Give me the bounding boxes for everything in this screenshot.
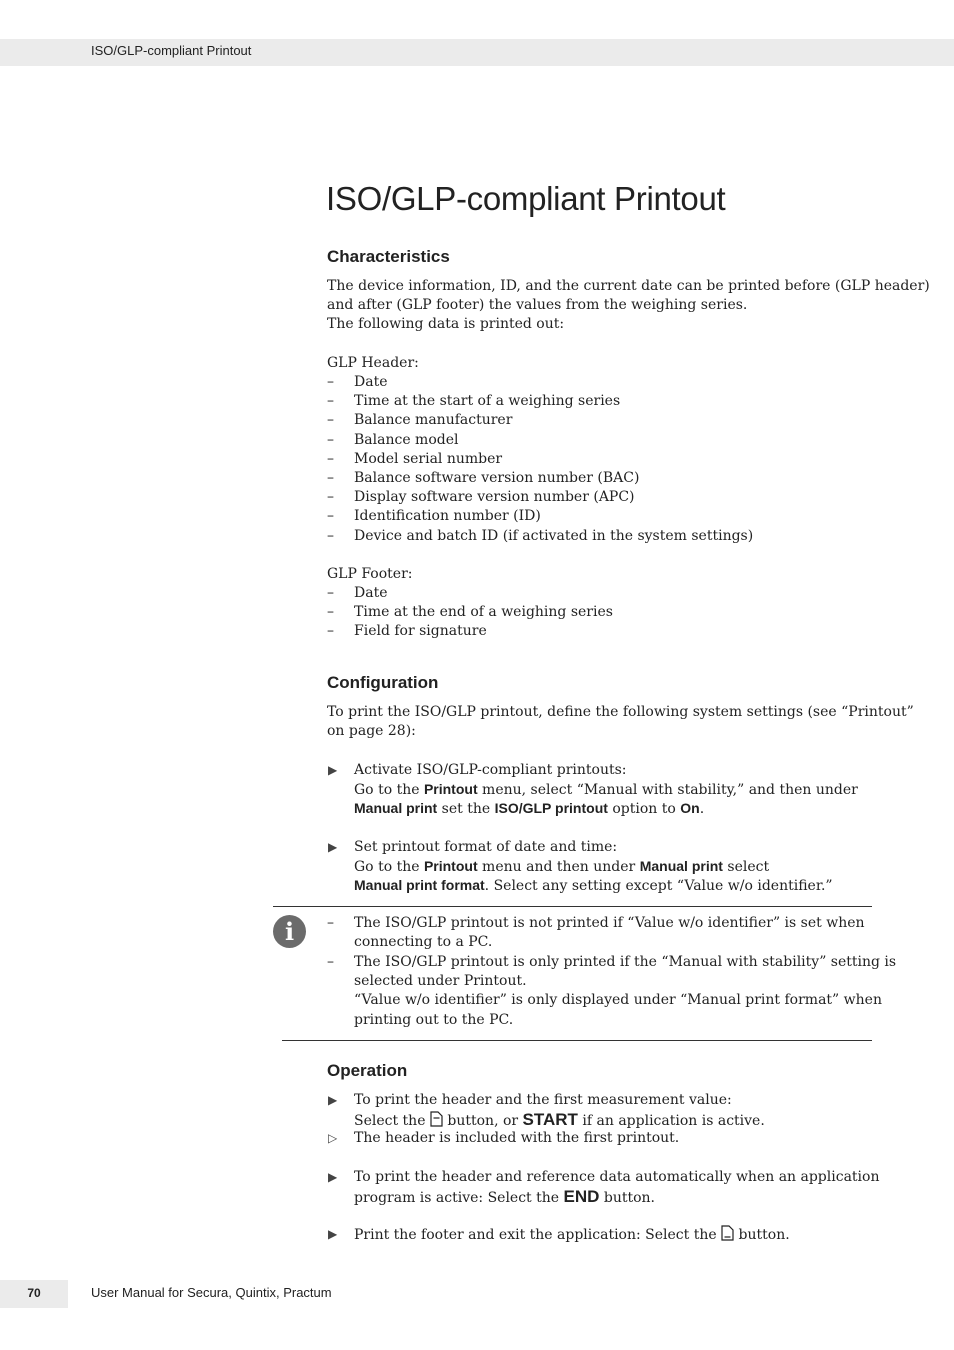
glp-header-list-item: Device and batch ID (if activated in the system settings) — [354, 527, 754, 544]
glp-header-list-item: Display software version number (APC) — [354, 489, 635, 506]
characteristics-heading: Characteristics — [327, 247, 450, 266]
config-step1-line1: Activate ISO/GLP-compliant printouts: — [354, 762, 627, 778]
note-item2-line1: The ISO/GLP printout is only printed if the “Manual with stability” setting is — [354, 954, 897, 970]
characteristics-intro-3: The following data is printed out: — [327, 316, 565, 332]
running-header: ISO/GLP-compliant Printout — [91, 43, 252, 58]
glp-footer-list-item: Time at the end of a weighing series — [354, 604, 613, 621]
list-dash: – — [327, 508, 334, 525]
info-icon: i — [273, 915, 306, 948]
list-dash: – — [327, 450, 334, 467]
print-button-icon — [430, 1111, 443, 1127]
action-arrow-icon: ▶ — [328, 1170, 338, 1184]
configuration-intro-1: To print the ISO/GLP printout, define the following system settings (see “Printout” — [327, 704, 914, 720]
glp-header-list-item: Time at the start of a weighing series — [354, 393, 621, 410]
glp-footer-label: GLP Footer: — [327, 566, 413, 582]
config-step2-line3: Manual print format. Select any setting except “Value w/o identifier.” — [354, 877, 833, 894]
note-dash: – — [327, 954, 334, 970]
config-step1-line2: Go to the Printout menu, select “Manual with stability,” and then under — [354, 781, 858, 798]
configuration-heading: Configuration — [327, 673, 439, 692]
operation-heading: Operation — [327, 1061, 408, 1080]
glp-header-list-item: Model serial number — [354, 450, 503, 467]
glp-header-list-item: Identification number (ID) — [354, 508, 541, 525]
configuration-intro-2: on page 28): — [327, 723, 416, 739]
operation-step1-result: The header is included with the first printout. — [354, 1130, 680, 1146]
page-title: ISO/GLP-compliant Printout — [326, 180, 726, 217]
operation-step2-line2: program is active: Select the END button. — [354, 1187, 655, 1206]
footer-manual-title: User Manual for Secura, Quintix, Practum — [91, 1285, 332, 1300]
action-arrow-icon: ▶ — [328, 763, 338, 777]
note-item1-line1: The ISO/GLP printout is not printed if “Value w/o identifier” is set when — [354, 915, 865, 931]
operation-step1-line1: To print the header and the first measurement value: — [354, 1092, 732, 1108]
note-dash: – — [327, 915, 334, 931]
config-step1-line3: Manual print set the ISO/GLP printout option to On. — [354, 800, 705, 817]
list-dash: – — [327, 412, 334, 429]
characteristics-intro-1: The device information, ID, and the current date can be printed before (GLP header) — [327, 278, 930, 294]
list-dash: – — [327, 604, 334, 621]
glp-header-list-item: Date — [354, 374, 388, 390]
note-top-rule — [273, 906, 872, 907]
note-bottom-rule — [282, 1040, 872, 1041]
config-step2-line1: Set printout format of date and time: — [354, 839, 618, 855]
list-dash: – — [327, 393, 334, 410]
list-dash: – — [327, 489, 334, 506]
page-number: 70 — [27, 1286, 41, 1300]
glp-header-list-item: Balance software version number (BAC) — [354, 470, 640, 486]
operation-step2-line1: To print the header and reference data automatically when an application — [354, 1169, 880, 1185]
operation-step1-line2: Select the button, or START if an application is active. — [354, 1110, 765, 1129]
list-dash: – — [327, 431, 334, 448]
glp-header-list-item: Balance model — [354, 431, 459, 448]
list-dash: – — [327, 527, 334, 544]
action-arrow-icon: ▶ — [328, 840, 338, 854]
glp-footer-list-item: Field for signature — [354, 623, 487, 640]
list-dash: – — [327, 374, 334, 390]
action-arrow-icon: ▶ — [328, 1093, 338, 1107]
note-item2-line4: printing out to the PC. — [354, 1012, 514, 1028]
glp-header-label: GLP Header: — [327, 355, 419, 371]
note-item2-line2: selected under Printout. — [354, 973, 527, 989]
list-dash: – — [327, 470, 334, 486]
operation-step3-line1: Print the footer and exit the application: Select the button. — [354, 1227, 790, 1243]
note-item2-line3: “Value w/o identifier” is only displayed under “Manual print format” when — [354, 992, 882, 1008]
glp-header-list-item: Balance manufacturer — [354, 412, 513, 429]
list-dash: – — [327, 623, 334, 640]
list-dash: – — [327, 585, 334, 601]
note-item1-line2: connecting to a PC. — [354, 934, 493, 950]
glp-footer-list-item: Date — [354, 585, 388, 601]
result-arrow-icon: ▷ — [328, 1131, 338, 1145]
action-arrow-icon: ▶ — [328, 1227, 338, 1241]
characteristics-intro-2: and after (GLP footer) the values from the weighing series. — [327, 297, 748, 313]
config-step2-line2: Go to the Printout menu and then under Manual print select — [354, 858, 770, 875]
footer-print-button-icon — [721, 1225, 734, 1241]
